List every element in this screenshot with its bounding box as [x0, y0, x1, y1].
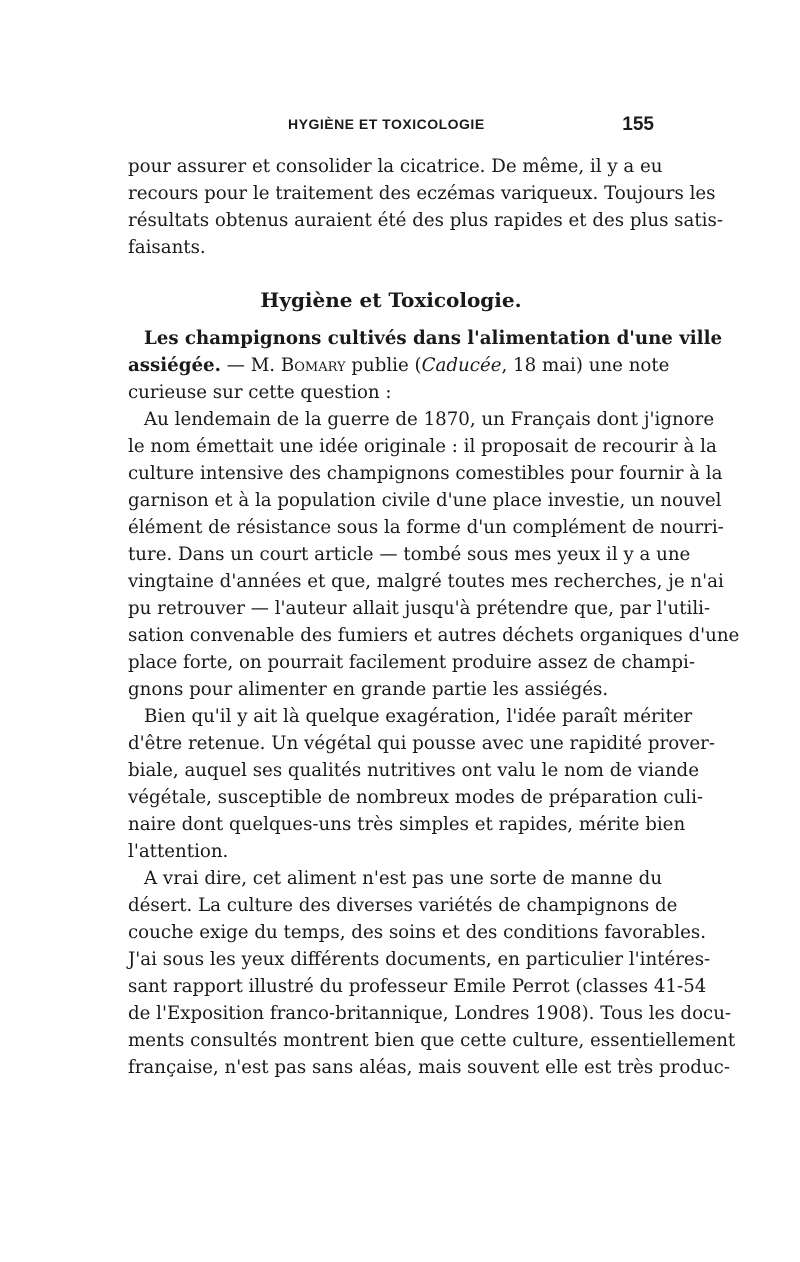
article — [128, 325, 740, 1081]
text-line: désert. La culture des diverses variétés de champignons de — [128, 895, 678, 916]
text-line: naire dont quelques-uns très simples et rapides, mérite bien — [128, 814, 686, 835]
heading-text: publie ( — [345, 355, 422, 376]
paragraph-3 — [128, 865, 736, 1081]
running-title: HYGIÈNE ET TOXICOLOGIE — [288, 116, 485, 132]
intro-paragraph — [128, 153, 723, 261]
text-line: française, n'est pas sans aléas, mais souvent elle est très produc- — [128, 1057, 730, 1078]
heading-text: , 18 mai) une note — [501, 355, 670, 376]
text-line: place forte, on pourrait facilement produire assez de champi- — [128, 652, 696, 673]
text-line: élément de résistance sous la forme d'un complément de nourri- — [128, 517, 724, 538]
article-heading-continued — [128, 352, 670, 379]
text-line: pour assurer et consolider la cicatrice. De même, il y a eu — [128, 156, 663, 177]
text-line: végétale, susceptible de nombreux modes de préparation culi- — [128, 787, 704, 808]
text-line: garnison et à la population civile d'une place investie, un nouvel — [128, 490, 722, 511]
text-line: Bien qu'il y ait là quelque exagération, l'idée paraît mériter — [144, 706, 693, 727]
running-head — [128, 116, 654, 140]
text-line: biale, auquel ses qualités nutritives ont valu le nom de viande — [128, 760, 699, 781]
text-line: vingtaine d'années et que, malgré toutes mes recherches, je n'ai — [128, 571, 724, 592]
author-name: Bomary — [280, 355, 346, 376]
text-line: gnons pour alimenter en grande partie les assiégés. — [128, 679, 609, 700]
text-line: recours pour le traitement des eczémas variqueux. Toujours les — [128, 183, 716, 204]
text-line: de l'Exposition franco-britannique, Londres 1908). Tous les docu- — [128, 1003, 732, 1024]
paragraph-2 — [128, 703, 716, 865]
text-line: pu retrouver — l'auteur allait jusqu'à prétendre que, par l'utili- — [128, 598, 711, 619]
section-title: Hygiène et Toxicologie. — [260, 288, 522, 312]
text-line: l'attention. — [128, 841, 229, 862]
text-line: Au lendemain de la guerre de 1870, un Français dont j'ignore — [144, 409, 715, 430]
text-line: sation convenable des fumiers et autres déchets organiques d'une — [128, 625, 740, 646]
article-heading: Les champignons cultivés dans l'alimentation d'une ville — [144, 328, 723, 349]
text-line: résultats obtenus auraient été des plus rapides et des plus satis- — [128, 210, 723, 231]
text-line: d'être retenue. Un végétal qui pousse avec une rapidité prover- — [128, 733, 716, 754]
text-line: curieuse sur cette question : — [128, 382, 392, 403]
text-line: ments consultés montrent bien que cette culture, essentiellement — [128, 1030, 736, 1051]
text-line: faisants. — [128, 237, 206, 258]
text-line: le nom émettait une idée originale : il proposait de recourir à la — [128, 436, 717, 457]
article-heading-end: assiégée. — [128, 355, 221, 376]
page-number: 155 — [622, 114, 654, 135]
text-line: J'ai sous les yeux différents documents, en particulier l'intéres- — [128, 949, 711, 970]
paragraph-1 — [128, 406, 740, 703]
text-line: couche exige du temps, des soins et des conditions favorables. — [128, 922, 707, 943]
text-line: culture intensive des champignons comestibles pour fournir à la — [128, 463, 723, 484]
text-line: A vrai dire, cet aliment n'est pas une sorte de manne du — [144, 868, 663, 889]
heading-dash: — M. — [220, 355, 281, 376]
text-line: sant rapport illustré du professeur Emile Perrot (classes 41-54 — [128, 976, 707, 997]
journal-name: Caducée — [421, 355, 502, 376]
text-line: ture. Dans un court article — tombé sous mes yeux il y a une — [128, 544, 691, 565]
